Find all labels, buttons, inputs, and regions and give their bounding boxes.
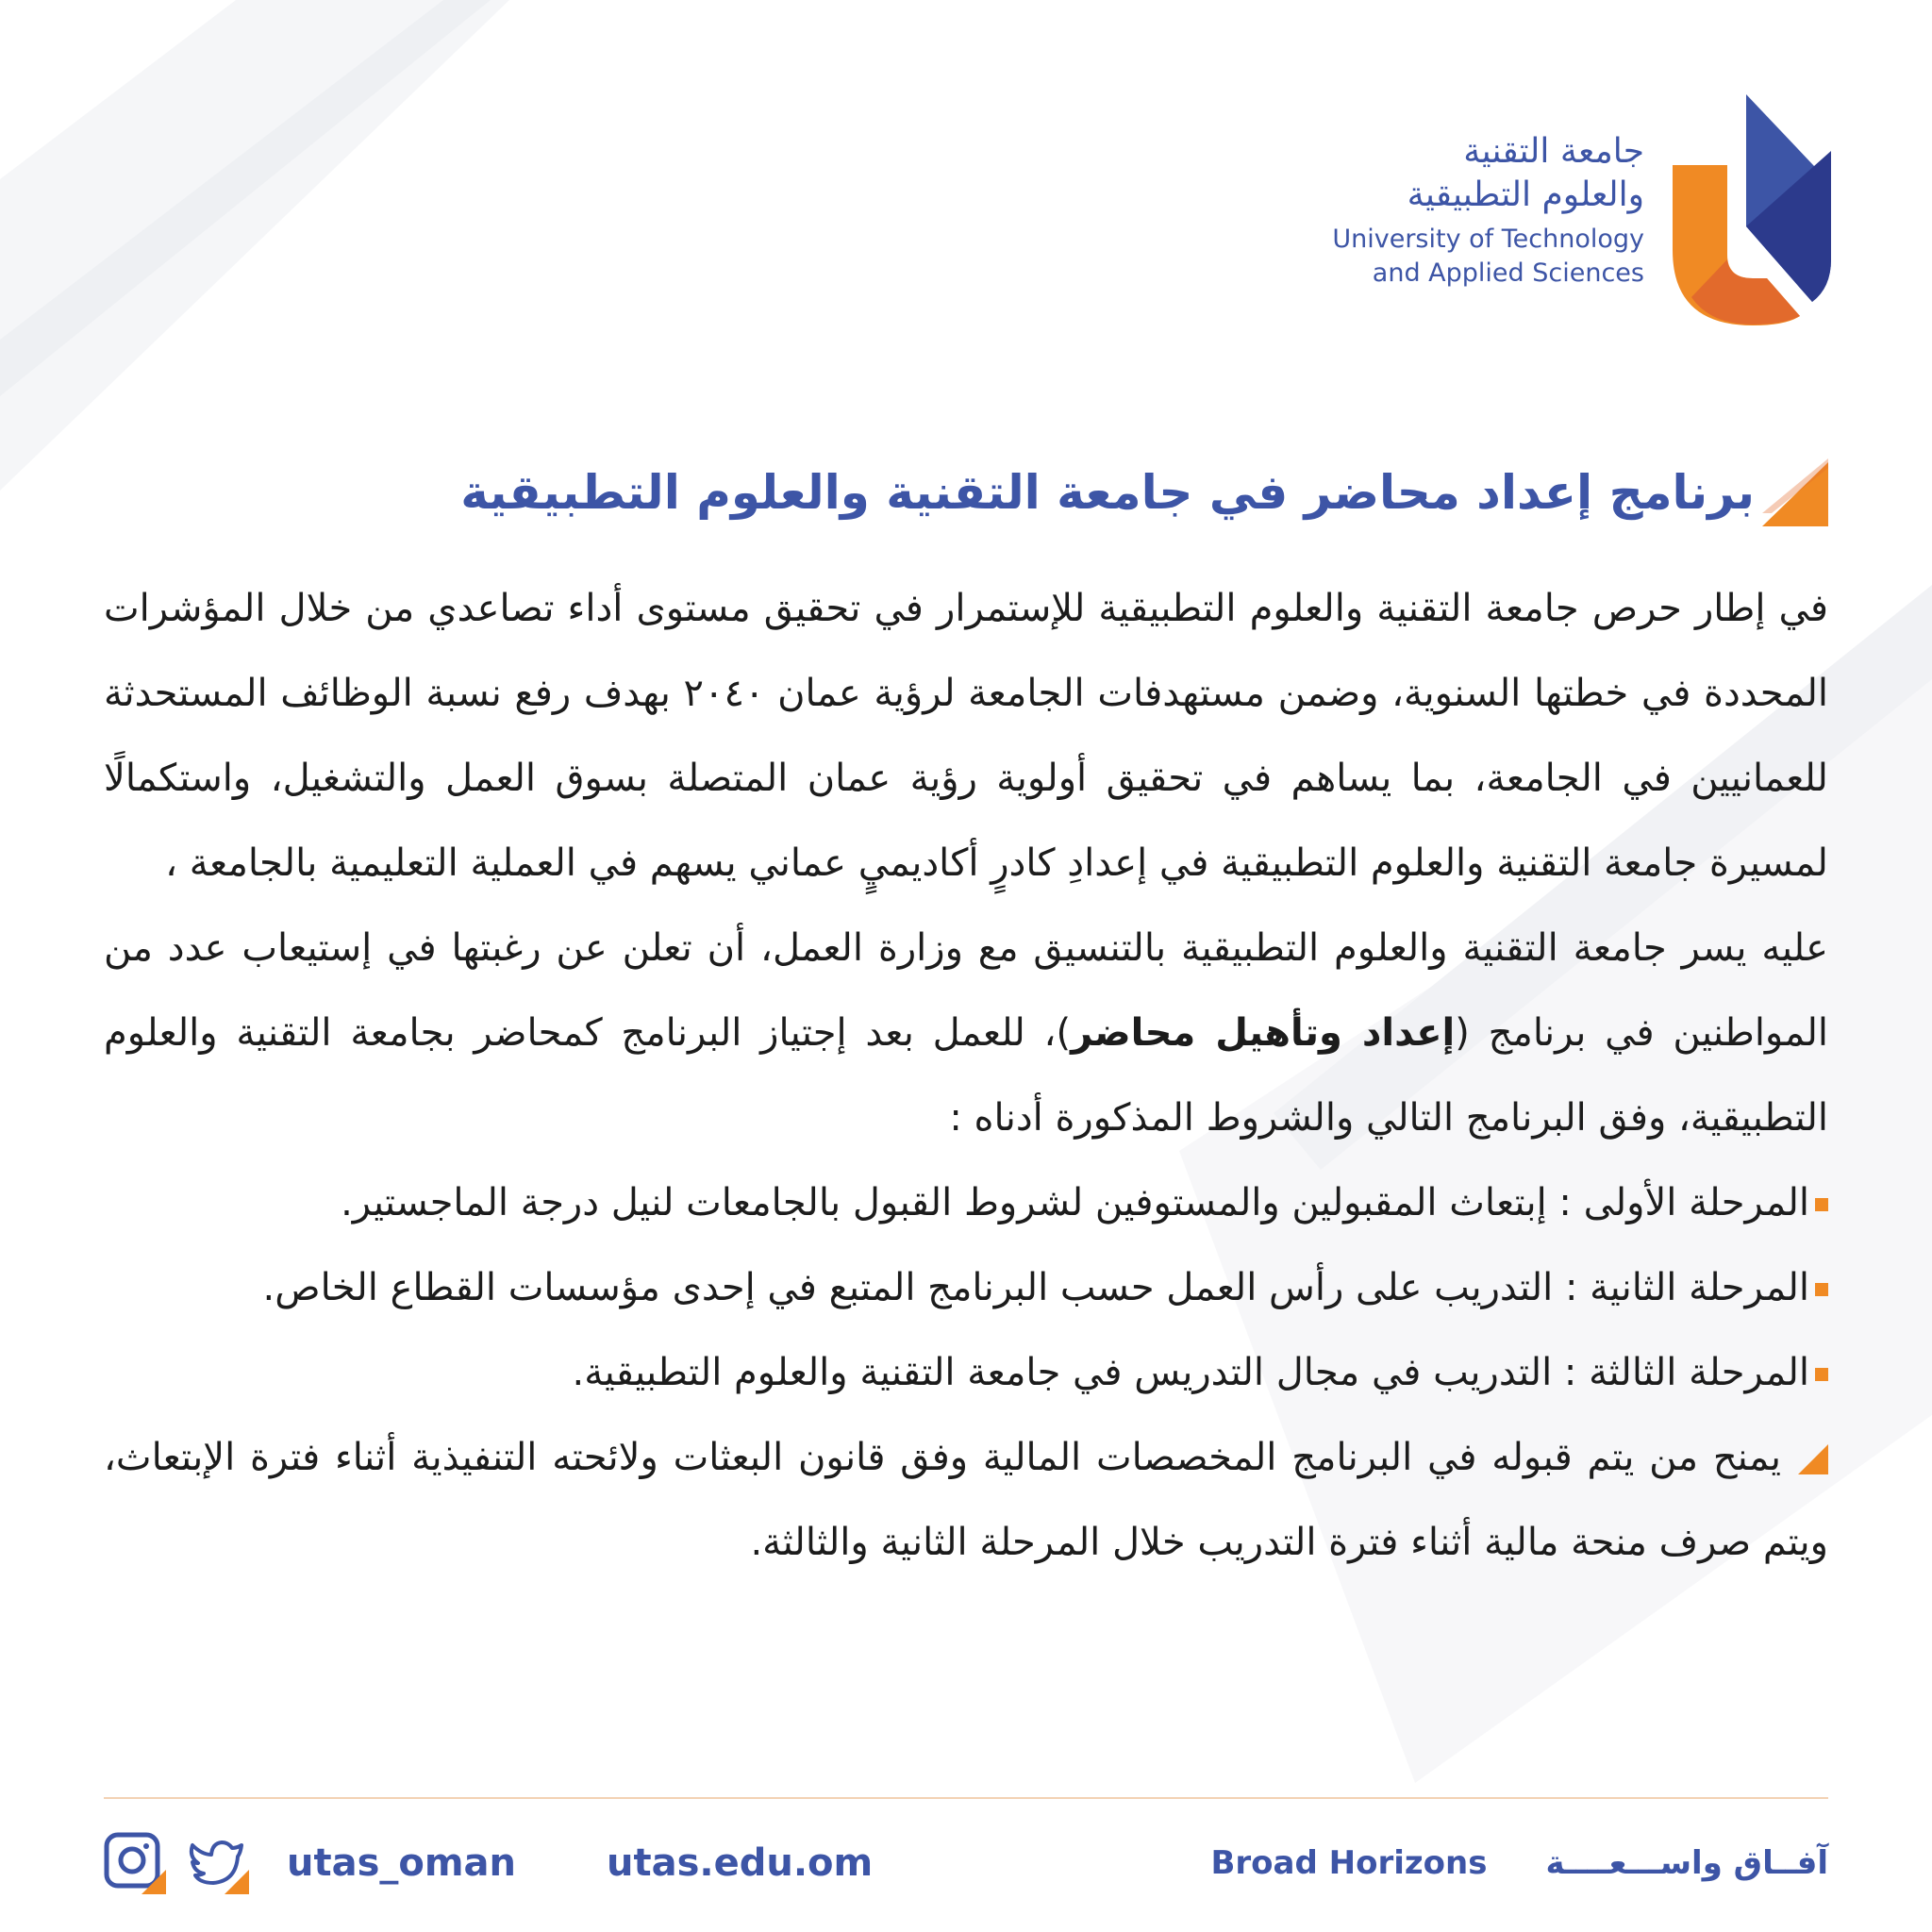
phase-item: [104, 1245, 1828, 1330]
page-title: برنامج إعداد محاضر في جامعة التقنية والعلوم التطبيقية: [460, 465, 1755, 520]
slogan-arabic: آفــاق واســـعــــة: [1545, 1844, 1828, 1882]
footer-divider: [104, 1797, 1828, 1799]
phase-text: المرحلة الثانية : التدريب على رأس العمل حسب البرنامج المتبع في إحدى مؤسسات القطاع الخاص.: [262, 1266, 1809, 1309]
square-bullet-icon: [1815, 1368, 1828, 1381]
social-handle[interactable]: utas_oman: [287, 1841, 517, 1885]
logo-wordmark: [1332, 130, 1644, 291]
logo-english-line-1: University of Technology: [1332, 224, 1644, 254]
triangle-bullet-icon: [1798, 1444, 1828, 1474]
website-link[interactable]: utas.edu.om: [607, 1841, 874, 1885]
phase-item: [104, 1160, 1828, 1245]
footer-slogan: [1210, 1825, 1828, 1901]
announcement-part-2: )، للعمل بعد إجتياز البرنامج كمحاضر بجامعة التقنية والعلوم التطبيقية، وفق البرنامج التالي والشروط المذكورة أدناه :: [104, 1011, 1828, 1140]
university-logo: [1332, 94, 1833, 325]
phase-text: المرحلة الثالثة : التدريب في مجال التدريس في جامعة التقنية والعلوم التطبيقية.: [572, 1351, 1809, 1394]
square-bullet-icon: [1815, 1198, 1828, 1211]
footer: [104, 1825, 1828, 1901]
announcement-paragraph: [104, 906, 1828, 1160]
instagram-icon[interactable]: [104, 1832, 166, 1894]
announcement-body: [104, 566, 1828, 1585]
announcement-part-1: عليه يسر جامعة التقنية والعلوم التطبيقية بالتنسيق مع وزارة العمل، أن تعلن عن رغبتها في إستيعاب عدد من المواطنين في برنامج (: [104, 926, 1829, 1055]
slogan-english: Broad Horizons: [1210, 1844, 1488, 1882]
grant-note: [104, 1415, 1828, 1585]
twitter-icon[interactable]: [187, 1832, 249, 1894]
logo-mark-icon: [1673, 94, 1833, 325]
footer-social: [104, 1825, 873, 1901]
intro-paragraph: في إطار حرص جامعة التقنية والعلوم التطبيقية للإستمرار في تحقيق مستوى أداء تصاعدي من خلال المؤشرات المحددة في خطتها السنوية، وضمن مستهدفات الجامعة لرؤية عمان ٢٠٤٠ بهدف رفع نسبة الوظائف المستحدثة للعمانيين في الجامعة، بما يساهم في تحقيق أولوية رؤية عمان المتصلة بسوق العمل والتشغيل، واستكمالًا لمسيرة جامعة التقنية والعلوم التطبيقية في إعدادِ كادرٍ أكاديميٍ عماني يسهم في العملية التعليمية بالجامعة ،: [104, 587, 1829, 885]
announcement-title-row: [104, 458, 1828, 526]
logo-english-line-2: and Applied Sciences: [1372, 258, 1644, 288]
logo-arabic-line-1: جامعة التقنية: [1463, 131, 1644, 171]
logo-arabic-line-2: والعلوم التطبيقية: [1407, 175, 1644, 214]
title-triangle-icon: [1762, 458, 1828, 526]
program-name: إعداد وتأهيل محاضر: [1071, 1011, 1456, 1055]
phase-text: المرحلة الأولى : إبتعاث المقبولين والمستوفين لشروط القبول بالجامعات لنيل درجة الماجستير.: [341, 1181, 1809, 1224]
phase-item: [104, 1330, 1828, 1415]
square-bullet-icon: [1815, 1283, 1828, 1296]
grant-note-text: يمنح من يتم قبوله في البرنامج المخصصات المالية وفق قانون البعثات ولائحته التنفيذية أثناء فترة الإبتعاث، ويتم صرف منحة مالية أثناء فترة التدريب خلال المرحلة الثانية والثالثة.: [104, 1436, 1828, 1564]
